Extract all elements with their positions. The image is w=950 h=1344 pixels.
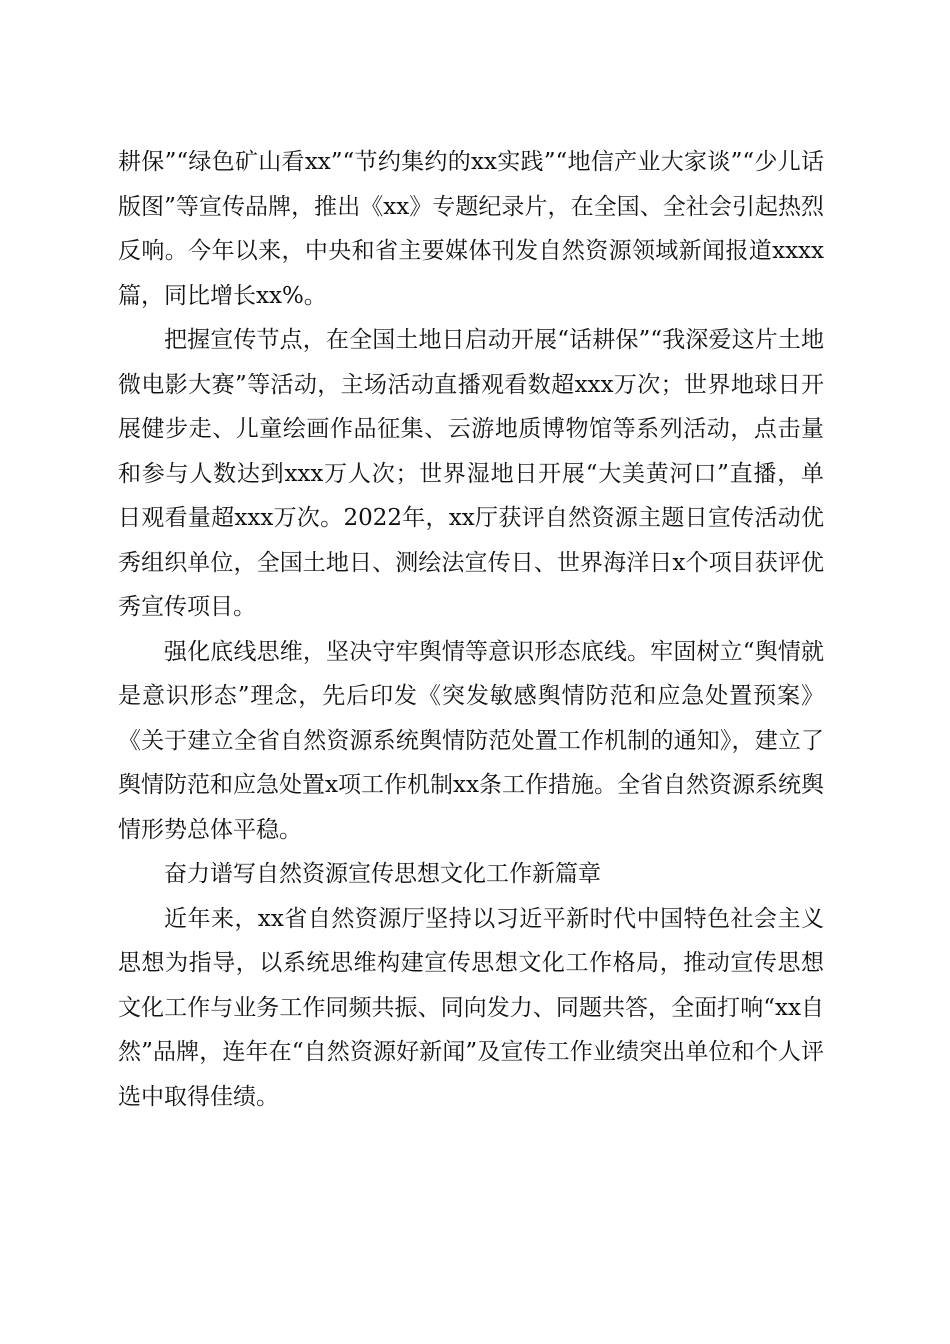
document-page xyxy=(118,140,824,1119)
paragraph-bottom-line-thinking: 强化底线思维，坚决守牢舆情等意识形态底线。牢固树立“舆情就是意识形态”理念，先后印发《突发敏感舆情防范和应急处置预案》《关于建立全省自然资源系统舆情防范处置工作机制的通知》，建立了舆情防范和应急处置x项工作机制xx条工作措施。全省自然资源系统舆情形势总体平稳。 xyxy=(118,638,824,843)
paragraph-recent-years: 近年来，xx省自然资源厅坚持以习近平新时代中国特色社会主义思想为指导，以系统思维构建宣传思想文化工作格局，推动宣传思想文化工作与业务工作同频共振、同向发力、同题共答，全面打响“xx自然”品牌，连年在“自然资源好新闻”及宣传工作业绩突出单位和个人评选中取得佳绩。 xyxy=(118,905,824,1110)
section-heading: 奋力谱写自然资源宣传思想文化工作新篇章 xyxy=(164,861,601,887)
paragraph-brands-continued: 耕保”“绿色矿山看xx”“节约集约的xx实践”“地信产业大家谈”“少儿话版图”等宣传品牌，推出《xx》专题纪录片，在全国、全社会引起热烈反响。今年以来，中央和省主要媒体刊发自然资源领域新闻报道xxxx篇，同比增长xx%。 xyxy=(118,149,824,309)
paragraph-publicity-nodes: 把握宣传节点，在全国土地日启动开展“话耕保”“我深爱这片土地微电影大赛”等活动，主场活动直播观看数超xxx万次；世界地球日开展健步走、儿童绘画作品征集、云游地质博物馆等系列活动，点击量和参与人数达到xxx万人次；世界湿地日开展“大美黄河口”直播，单日观看量超xxx万次。2022年，xx厅获评自然资源主题日宣传活动优秀组织单位，全国土地日、测绘法宣传日、世界海洋日x个项目获评优秀宣传项目。 xyxy=(118,327,824,620)
